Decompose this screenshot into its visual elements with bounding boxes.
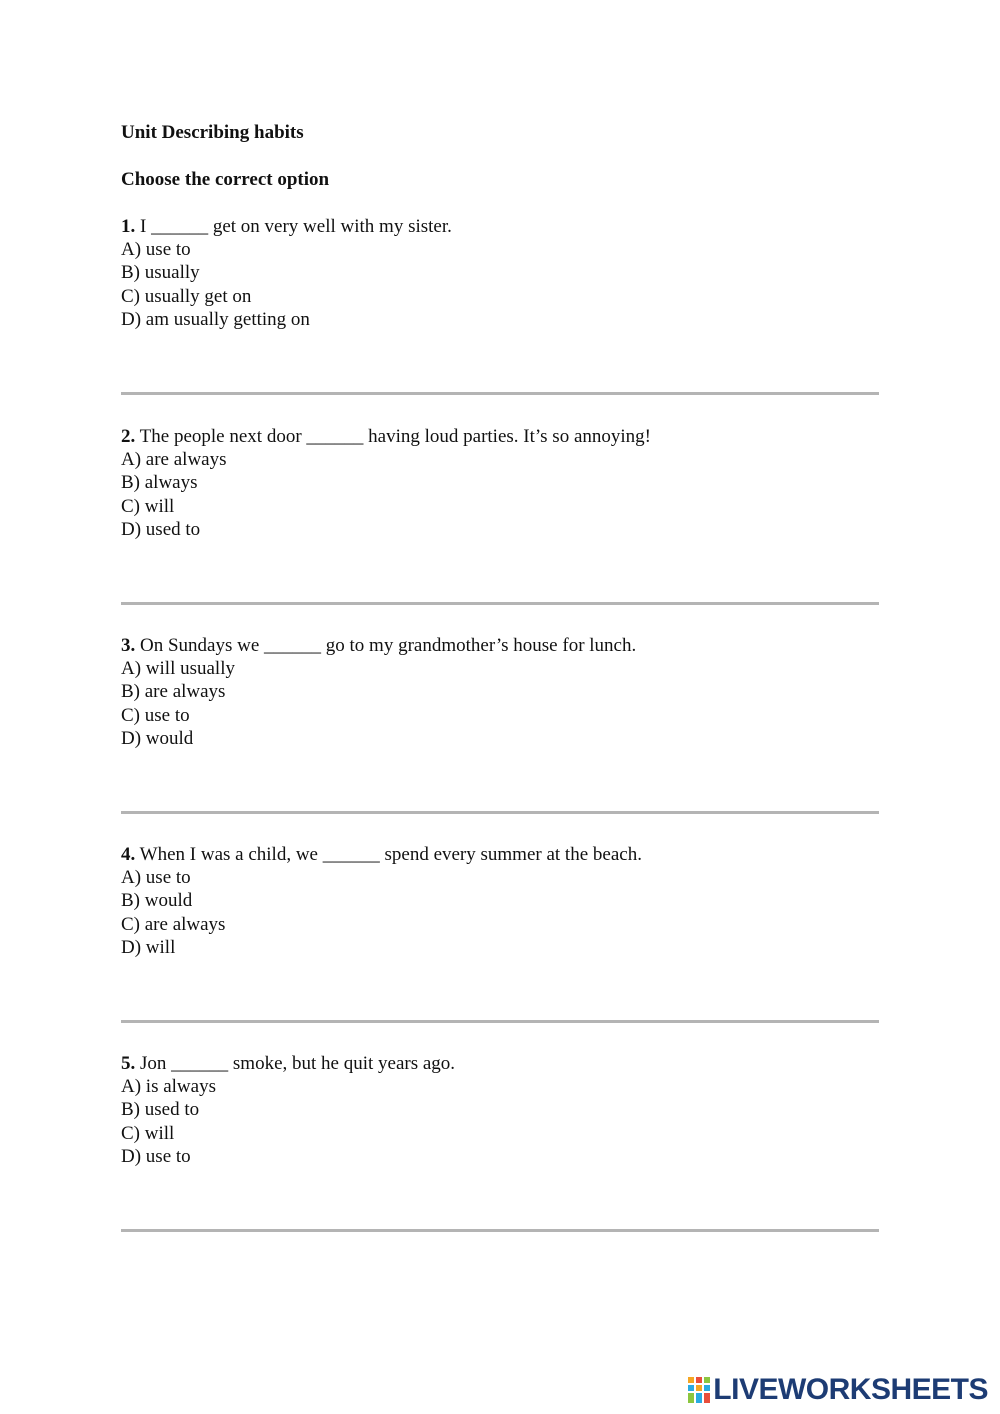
- option-a[interactable]: A) use to: [121, 239, 191, 261]
- question-stem: [121, 634, 881, 657]
- option-b[interactable]: B) used to: [121, 1099, 200, 1121]
- question-text: Jon ______ smoke, but he quit years ago.: [140, 1053, 456, 1074]
- question-text: The people next door ______ having loud parties. It’s so annoying!: [139, 426, 651, 447]
- option-a[interactable]: A) will usually: [121, 658, 235, 680]
- divider: [121, 811, 879, 814]
- option-a[interactable]: A) is always: [121, 1076, 216, 1098]
- question-number: 4.: [121, 844, 136, 865]
- option-d[interactable]: D) would: [121, 727, 194, 749]
- divider: [121, 1229, 879, 1232]
- question-text: I ______ get on very well with my sister.: [140, 216, 452, 237]
- question-2: [121, 425, 881, 541]
- question-stem: [121, 425, 881, 448]
- divider: [121, 1020, 879, 1023]
- question-number: 2.: [121, 426, 136, 447]
- question-number: 5.: [121, 1053, 136, 1074]
- option-a[interactable]: A) use to: [121, 867, 191, 889]
- option-b[interactable]: B) usually: [121, 262, 200, 284]
- option-c[interactable]: C) will: [121, 1122, 175, 1144]
- question-stem: [121, 215, 881, 238]
- option-b[interactable]: B) are always: [121, 681, 226, 703]
- question-number: 3.: [121, 635, 136, 656]
- option-c[interactable]: C) will: [121, 495, 175, 517]
- option-b[interactable]: B) would: [121, 890, 193, 912]
- liveworksheets-logo-icon: [688, 1377, 710, 1403]
- question-text: On Sundays we ______ go to my grandmother’s house for lunch.: [140, 635, 637, 656]
- question-4: [121, 843, 881, 959]
- option-d[interactable]: D) use to: [121, 1145, 191, 1167]
- option-a[interactable]: A) are always: [121, 449, 227, 471]
- option-c[interactable]: C) use to: [121, 704, 190, 726]
- option-d[interactable]: D) am usually getting on: [121, 308, 310, 330]
- option-c[interactable]: C) usually get on: [121, 285, 252, 307]
- option-d[interactable]: D) used to: [121, 518, 201, 540]
- question-stem: [121, 1052, 881, 1075]
- unit-title: Unit Describing habits: [121, 122, 304, 143]
- option-b[interactable]: B) always: [121, 472, 198, 494]
- option-c[interactable]: C) are always: [121, 913, 226, 935]
- divider: [121, 392, 879, 395]
- question-text: When I was a child, we ______ spend every summer at the beach.: [139, 844, 642, 865]
- question-number: 1.: [121, 216, 136, 237]
- question-3: [121, 634, 881, 750]
- instruction: Choose the correct option: [121, 169, 330, 190]
- brand-text: LIVEWORKSHEETS: [713, 1373, 988, 1406]
- liveworksheets-brand: [688, 1373, 988, 1407]
- question-1: [121, 215, 881, 331]
- option-d[interactable]: D) will: [121, 936, 176, 958]
- divider: [121, 602, 879, 605]
- question-5: [121, 1052, 881, 1168]
- question-stem: [121, 843, 881, 866]
